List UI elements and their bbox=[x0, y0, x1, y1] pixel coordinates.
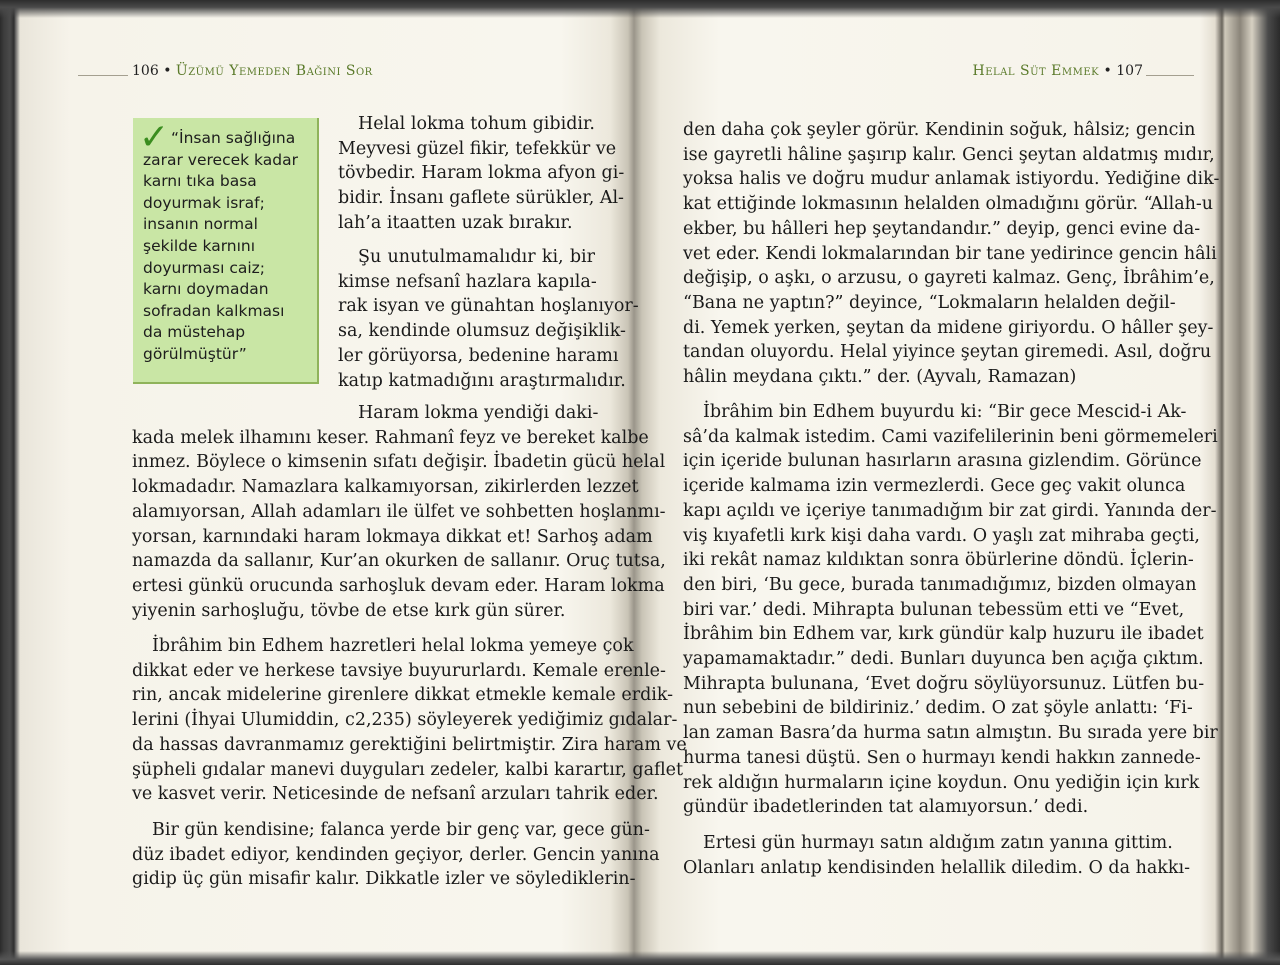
quote-line: zarar verecek kadar bbox=[143, 150, 298, 169]
text-line: inmez. Böylece o kimsenin sıfatı değişir. İbadetin gücü helal bbox=[132, 452, 666, 473]
text-line: yorsan, karnındaki haram lokmaya dikkat et! Sarhoş adam bbox=[132, 526, 653, 547]
text-line: İbrâhim bin Edhem hazretleri helal lokma yemeye çok bbox=[152, 636, 634, 656]
left-paragraph-4 bbox=[132, 634, 687, 807]
text-line: Mihrapta bulunana, ‘Evet doğru söylüyorsunuz. Lütfen bu- bbox=[683, 673, 1205, 694]
text-line: İbrâhim bin Edhem buyurdu ki: “Bir gece Mescid-i Ak- bbox=[703, 402, 1187, 422]
quote-line: doyurmak israf; bbox=[143, 193, 265, 212]
text-line: İbrâhim bin Edhem var, kırk gündür kalp huzuru ile ibadet bbox=[683, 624, 1204, 645]
left-paragraph-2 bbox=[338, 245, 639, 393]
text-line: hâlin meydana çıktı.” der. (Ayvalı, Ramazan) bbox=[683, 367, 1077, 388]
header-bullet: • bbox=[1103, 63, 1112, 79]
left-page-number: 106 bbox=[132, 63, 159, 79]
text-line: rin, ancak midelerine girenlere dikkat etmekle kemale erdik- bbox=[132, 685, 674, 706]
left-paragraph-5 bbox=[132, 818, 660, 892]
text-line: değişip, o aşkı, o arzusu, o gayreti kalmaz. Genç, İbrâhim’e, bbox=[683, 268, 1215, 289]
checkmark-icon: ✓ bbox=[139, 117, 170, 158]
page-edge-top bbox=[0, 0, 1280, 18]
header-bullet: • bbox=[163, 63, 172, 79]
text-line: namazda da sallanır, Kur’an okurken de sallanır. Oruç tutsa, bbox=[132, 551, 666, 572]
text-line: kada melek ilhamını keser. Rahmanî feyz ve bereket kalbe bbox=[132, 427, 649, 448]
quote-line: doyurması caiz; bbox=[143, 258, 266, 277]
text-line: Helal lokma tohum gibidir. bbox=[358, 114, 595, 134]
text-line: rak isyan ve günahtan hoşlanıyor- bbox=[338, 296, 639, 317]
text-line: den daha çok şeyler görür. Kendinin soğuk, hâlsiz; gencin bbox=[683, 120, 1196, 140]
text-line: lerini (İhyai Ulumiddin, c2,235) söyleyerek yediğimiz gıdalar- bbox=[132, 710, 678, 731]
text-line: yiyenin sarhoşluğu, tövbe de etse kırk gün sürer. bbox=[132, 600, 566, 621]
text-line: den biri, ‘Bu gece, burada tanımadığımız, bizden olmayan bbox=[683, 574, 1197, 595]
text-line: dikkat eder ve herkese tavsiye buyururlardı. Kemale erenle- bbox=[132, 660, 666, 681]
text-line: Meyvesi güzel fikir, tefekkür ve bbox=[338, 138, 617, 159]
text-line: ertesi günkü orucunda sarhoşluk devam eder. Haram lokma bbox=[132, 575, 665, 596]
text-line: kapı açıldı ve içeriye tanımadığım bir zat girdi. Yanında der- bbox=[683, 500, 1217, 521]
left-paragraph-3 bbox=[132, 401, 666, 623]
text-line: “Bana ne yaptın?” deyince, “Lokmaların helalden değil- bbox=[683, 292, 1176, 313]
text-line: iki rekât namaz kıldıktan sonra öbürlerine döndü. İçlerin- bbox=[683, 550, 1194, 571]
right-paragraph-3 bbox=[683, 831, 1191, 880]
quote-line: karnı doymadan bbox=[143, 280, 269, 299]
quote-line: şekilde karnını bbox=[143, 236, 256, 255]
text-line: nun sebebini de bildiriniz.’ dedim. O zat şöyle anlattı: ‘Fi- bbox=[683, 698, 1193, 719]
text-line: kat ettiğinde lokmasının helalden olmadığını görür. “Allah-u bbox=[683, 194, 1214, 215]
text-line: Ertesi gün hurmayı satın aldığım zatın yanına gittim. bbox=[703, 833, 1173, 853]
text-line: yoksa halis ve doğru mudur anlamak istiyordu. Yediğine dik- bbox=[683, 169, 1220, 190]
right-paragraph-1 bbox=[683, 118, 1220, 390]
text-line: şüpheli gıdalar manevi duyguları zedeler, kalbi karartır, gaflet bbox=[132, 759, 684, 780]
text-line: di. Yemek yerken, şeytan da midene giriyordu. O hâller şey- bbox=[683, 317, 1214, 338]
text-line: sâ’da kalmak istedim. Cami vazifelilerinin beni görmemeleri bbox=[683, 426, 1218, 447]
text-line: Bir gün kendisine; falanca yerde bir genç var, gece gün- bbox=[152, 820, 650, 840]
left-running-title: Üzümü Yemeden Bağını Sor bbox=[175, 63, 373, 79]
page-edge-bottom bbox=[0, 951, 1280, 965]
text-line: içeride kalmama izin vermezlerdi. Gece geç vakit olunca bbox=[683, 476, 1186, 497]
header-rule-right bbox=[1146, 75, 1194, 76]
text-line: Haram lokma yendiği daki- bbox=[358, 403, 599, 423]
text-line: alamıyorsan, Allah adamları ile ülfet ve sohbetten hoşlanmı- bbox=[132, 501, 666, 522]
quote-line: insanın normal bbox=[143, 215, 258, 234]
text-line: Şu unutulmamalıdır ki, bir bbox=[358, 247, 595, 267]
text-line: hurma tanesi düştü. Sen o hurmayı kendi hakkın zannede- bbox=[683, 747, 1201, 768]
text-line: tövbedir. Haram lokma afyon gi- bbox=[338, 163, 625, 184]
text-line: ise gayretli hâline şaşırıp kalır. Genci şeytan aldatmış mıdır, bbox=[683, 144, 1215, 165]
quote-line: “İnsan sağlığına bbox=[171, 129, 296, 147]
text-line: sa, kendinde olumsuz değişiklik- bbox=[338, 321, 626, 342]
text-line: lah’a itaatten uzak bırakır. bbox=[338, 212, 573, 233]
quote-line: sofradan kalkması bbox=[143, 301, 285, 320]
text-line: vet eder. Kendi lokmalarından bir tane yedirince gencin hâli bbox=[683, 243, 1217, 264]
text-line: bidir. İnsanı gaflete sürükler, Al- bbox=[338, 188, 624, 209]
text-line: lokmadadır. Namazlara kalkamıyorsan, zikirlerden lezzet bbox=[132, 477, 639, 498]
text-line: için içeride bulunan hasırların arasına gizlendim. Görünce bbox=[683, 451, 1202, 472]
left-paragraph-1 bbox=[338, 112, 625, 236]
text-line: tandan oluyordu. Helal yiyince şeytan giremedi. Asıl, doğru bbox=[683, 342, 1212, 363]
text-line: viş kıyafetli kırk kişi daha vardı. O yaşlı zat mihraba geçti, bbox=[683, 525, 1200, 546]
text-line: ve kasvet verir. Neticesinde de nefsanî arzuları tahrik eder. bbox=[132, 784, 659, 805]
text-line: katıp katmadığını araştırmalıdır. bbox=[338, 370, 626, 391]
right-page-header bbox=[973, 63, 1143, 79]
text-line: da hassas davranmamız gerektiğini belirtmiştir. Zira haram ve bbox=[132, 734, 687, 755]
text-line: biri var.’ dedi. Mihrapta bulunan tebessüm etti ve “Evet, bbox=[683, 599, 1185, 620]
right-running-title: Helal Süt Emmek bbox=[972, 63, 1100, 79]
text-line: yapamamaktadır.” dedi. Bunları duyunca ben açığa çıktım. bbox=[683, 649, 1204, 670]
text-line: gidip üç gün misafir kalır. Dikkatle izler ve söylediklerin- bbox=[132, 869, 636, 890]
text-line: düz ibadet ediyor, kendinden geçiyor, derler. Gencin yanına bbox=[132, 844, 660, 865]
quote-line: karnı tıka basa bbox=[143, 172, 257, 191]
text-line: ekber, bu hâlleri hep şeytandandır.” deyip, genci evine da- bbox=[683, 218, 1201, 239]
text-line: gündür ibadetlerinden tat alamıyorsun.’ dedi. bbox=[683, 797, 1089, 818]
right-page-number: 107 bbox=[1116, 63, 1143, 79]
quote-text bbox=[143, 128, 313, 366]
header-rule-left bbox=[78, 75, 128, 76]
text-line: lan zaman Basra’da hurma satın almıştın. Bu sırada yere bir bbox=[683, 723, 1218, 744]
text-line: ler görüyorsa, bedenine haramı bbox=[338, 345, 619, 366]
left-page-header bbox=[132, 63, 373, 79]
text-line: Olanları anlatıp kendisinden helallik diledim. O da hakkı- bbox=[683, 857, 1191, 878]
quote-line: görülmüştür” bbox=[143, 344, 247, 363]
quote-line: da müstehap bbox=[143, 323, 246, 342]
right-paragraph-2 bbox=[683, 400, 1218, 820]
text-line: kimse nefsanî hazlara kapıla- bbox=[338, 271, 597, 292]
text-line: rek aldığın hurmaların içine koydun. Onu yediğin için kırk bbox=[683, 772, 1200, 793]
quote-box bbox=[133, 118, 319, 384]
